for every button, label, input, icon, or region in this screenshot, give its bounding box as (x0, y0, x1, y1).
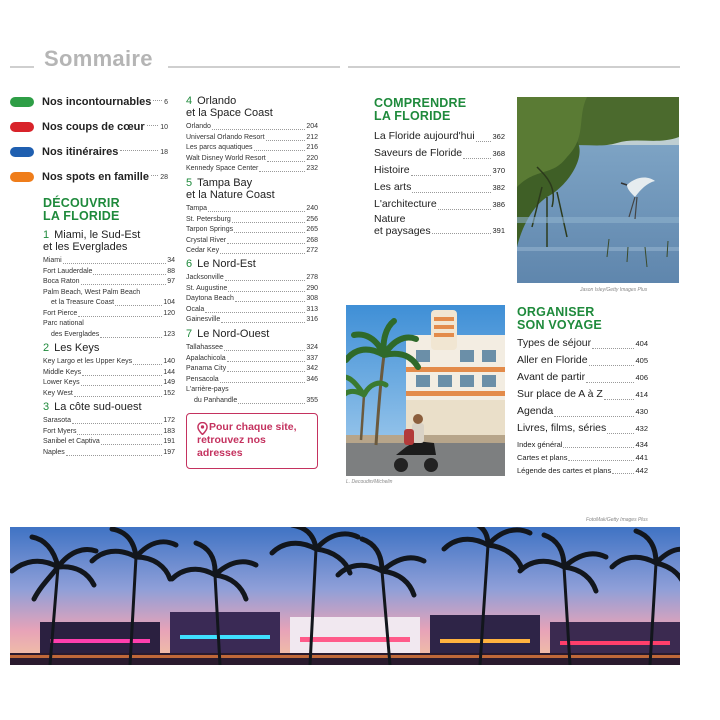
toc-entry[interactable] (374, 162, 505, 179)
quick-link-color-tab (10, 172, 34, 182)
region-heading-line1 (43, 401, 142, 413)
leader-dots (120, 150, 158, 151)
quick-link-color-tab (10, 147, 34, 157)
toc-entry-page: 386 (492, 200, 505, 209)
toc-entry-name: Gainesville (186, 316, 221, 323)
leader-dots (93, 274, 166, 275)
toc-entry-name: Lower Keys (43, 379, 80, 386)
leader-dots (72, 423, 162, 424)
organiser-heading-line2: SON VOYAGE (517, 318, 602, 332)
toc-entry-page: 104 (163, 299, 175, 306)
toc-entry-page: 149 (163, 379, 175, 386)
toc-entry[interactable] (43, 256, 175, 267)
leader-dots (586, 382, 634, 383)
toc-entry-name: L'arrière-pays (186, 386, 229, 393)
leader-dots (563, 447, 634, 448)
toc-entry[interactable] (43, 368, 175, 379)
leader-dots (220, 382, 306, 383)
toc-entry-name: Aller en Floride (517, 354, 588, 366)
toc-entry-page: 368 (492, 149, 505, 158)
region-number: 4 (186, 95, 193, 107)
toc-entry[interactable] (186, 354, 318, 365)
region-heading-line1 (43, 342, 99, 354)
toc-entry[interactable] (517, 369, 648, 386)
toc-entry-page: 342 (306, 365, 318, 372)
toc-entry-page: 406 (635, 373, 648, 382)
quick-link-color-tab (10, 97, 34, 107)
toc-entry-name-cont: des Everglades (51, 330, 100, 338)
comprendre-heading (374, 97, 466, 123)
toc-entry[interactable] (186, 273, 318, 284)
decouvrir-heading-line1: DÉCOUVRIR (43, 196, 120, 210)
toc-entry[interactable] (517, 352, 648, 369)
region-title: Le Nord-Est (197, 258, 256, 270)
toc-entry-page: 434 (635, 440, 648, 449)
region-heading (43, 229, 140, 253)
leader-dots (153, 100, 162, 101)
toc-entry[interactable] (186, 122, 318, 133)
toc-entry-name: Daytona Beach (186, 295, 234, 302)
region-title-line2: et les Everglades (43, 241, 128, 253)
toc-entry-page: 220 (306, 154, 318, 162)
toc-entry-name: L'architecture (374, 198, 437, 210)
header-rule-right (348, 66, 680, 68)
leader-dots (554, 416, 634, 417)
leader-dots (476, 141, 492, 142)
toc-entry-page: 430 (635, 407, 648, 416)
quick-link-page: 6 (164, 98, 168, 106)
toc-entry-page: 232 (306, 165, 318, 172)
toc-entry-page: 172 (163, 417, 175, 424)
leader-dots (151, 175, 158, 176)
region-entries (186, 343, 318, 406)
toc-entry-name: Palm Beach, West Palm Beach (43, 288, 141, 296)
toc-entry-page: 404 (635, 339, 648, 348)
quick-link-label: Nos coups de cœur (42, 121, 145, 133)
toc-entry[interactable] (374, 213, 505, 237)
region-title: Tampa Bay (197, 177, 253, 189)
leader-dots (133, 364, 162, 365)
toc-entry[interactable] (43, 309, 175, 320)
quick-link-label: Nos spots en famille (42, 171, 149, 183)
quick-link-page: 28 (160, 173, 168, 181)
toc-entry-row2 (43, 298, 175, 309)
hotel-photo (346, 305, 505, 476)
leader-dots (115, 305, 162, 306)
toc-entry[interactable] (43, 288, 175, 309)
region-entries (186, 273, 318, 326)
region-heading-line1 (186, 177, 275, 189)
toc-entry-name: St. Augustine (186, 284, 228, 292)
region-heading-line1 (186, 328, 269, 340)
toc-entry[interactable] (186, 305, 318, 316)
leader-dots (238, 403, 305, 404)
region-title-line2: et la Nature Coast (186, 189, 275, 201)
region-title: Le Nord-Ouest (197, 328, 270, 340)
toc-entry-page: 120 (163, 309, 175, 317)
toc-entry[interactable] (43, 319, 175, 340)
leader-dots (267, 161, 306, 162)
region-heading (43, 401, 142, 413)
toc-entry-page: 405 (635, 356, 648, 365)
toc-entry-name: Agenda (517, 405, 554, 417)
toc-entry-name: Key West (43, 389, 73, 397)
leader-dots (74, 396, 162, 397)
comprendre-list (374, 128, 505, 237)
organiser-small-list (517, 438, 648, 477)
toc-entry-name: Histoire (374, 164, 410, 176)
toc-entry[interactable] (374, 196, 505, 213)
toc-entry-page: 144 (163, 368, 175, 376)
toc-entry[interactable] (186, 246, 318, 257)
toc-entry-name: Walt Disney World Resort (186, 154, 266, 162)
quick-link-color-tab (10, 122, 34, 132)
toc-entry-page: 183 (163, 427, 175, 435)
leader-dots (438, 209, 492, 210)
toc-entry[interactable] (186, 284, 318, 295)
toc-entry-page: 268 (306, 236, 318, 244)
toc-entry-name: Sanibel et Captiva (43, 438, 100, 445)
toc-entry-page: 414 (635, 390, 648, 399)
region-title: La côte sud-ouest (54, 401, 142, 413)
leader-dots (232, 222, 306, 223)
region-heading (43, 342, 99, 354)
region-heading (186, 258, 256, 270)
toc-entry[interactable] (186, 215, 318, 226)
toc-entry-page: 88 (167, 267, 175, 275)
toc-entry-name: Cedar Key (186, 247, 220, 254)
toc-entry-page: 212 (306, 133, 318, 141)
leader-dots (568, 460, 634, 461)
toc-entry-name: Ocala (186, 305, 205, 313)
toc-entry-page: 152 (163, 389, 175, 397)
toc-entry-name: Orlando (186, 123, 211, 130)
region-title-line2: et la Space Coast (186, 107, 273, 119)
toc-entry-name: Légende des cartes et plans (517, 466, 612, 475)
panorama-photo (10, 527, 680, 665)
toc-entry-name: Kennedy Space Center (186, 165, 259, 172)
toc-entry[interactable] (186, 343, 318, 354)
toc-entry-page: 140 (163, 358, 175, 365)
toc-entry-page: 316 (306, 316, 318, 323)
toc-entry-page: 355 (306, 396, 318, 404)
quick-link-label: Nos itinéraires (42, 146, 119, 158)
toc-entry-page: 324 (306, 344, 318, 351)
toc-entry-name: Panama City (186, 365, 227, 372)
toc-entry-page: 313 (306, 305, 318, 313)
region-heading (186, 177, 275, 201)
toc-entry-page: 34 (167, 257, 175, 264)
region-entries (186, 204, 318, 257)
heron-photo (517, 97, 679, 283)
leader-dots (411, 175, 492, 176)
leader-dots (412, 192, 491, 193)
leader-dots (101, 444, 162, 445)
toc-entry-name-cont: et paysages (374, 225, 431, 237)
toc-entry[interactable] (43, 416, 175, 427)
toc-entry[interactable] (43, 427, 175, 438)
toc-entry-name: Crystal River (186, 236, 227, 244)
region-heading-line1 (186, 95, 273, 107)
toc-entry[interactable] (186, 315, 318, 326)
decouvrir-heading (43, 197, 120, 223)
toc-entry-name: Les arts (374, 181, 412, 193)
toc-entry[interactable] (517, 335, 648, 352)
region-heading (186, 95, 273, 119)
toc-entry-name: Naples (43, 448, 65, 456)
toc-entry-page: 123 (163, 330, 175, 338)
toc-entry-page: 370 (492, 166, 505, 175)
toc-entry[interactable] (43, 267, 175, 278)
toc-entry-page: 265 (306, 226, 318, 233)
toc-entry[interactable] (43, 357, 175, 368)
region-title: Miami, le Sud-Est (54, 229, 141, 241)
toc-entry-name: Fort Lauderdale (43, 267, 93, 275)
quick-link-item[interactable] (10, 170, 168, 184)
toc-entry[interactable] (186, 385, 318, 406)
region-title: Les Keys (54, 342, 100, 354)
toc-entry-name: Avant de partir (517, 371, 586, 383)
toc-entry[interactable] (43, 378, 175, 389)
info-box-text: Pour chaque site, retrouvez nos adresses (197, 421, 297, 459)
decouvrir-heading-line2: LA FLORIDE (43, 209, 120, 223)
toc-entry-page: 191 (163, 438, 175, 445)
info-box (186, 413, 318, 469)
toc-entry-name: Miami (43, 257, 62, 264)
toc-entry-name: Universal Orlando Resort (186, 133, 265, 141)
toc-entry[interactable] (186, 133, 318, 144)
toc-entry[interactable] (517, 464, 648, 477)
toc-entry[interactable] (186, 164, 318, 175)
leader-dots (81, 284, 167, 285)
region-heading (186, 328, 269, 340)
leader-dots (66, 455, 163, 456)
toc-entry-name: Pensacola (186, 375, 219, 383)
toc-entry[interactable] (186, 294, 318, 305)
toc-entry-name: Cartes et plans (517, 453, 568, 462)
region-number: 3 (43, 401, 50, 413)
toc-entry-name: La Floride aujourd'hui (374, 130, 475, 142)
leader-dots (612, 473, 634, 474)
toc-entry-name: Types de séjour (517, 337, 592, 349)
toc-entry-page: 432 (635, 424, 648, 433)
leader-dots (259, 171, 305, 172)
region-entries (43, 256, 175, 340)
toc-entry[interactable] (517, 438, 648, 451)
quick-link-item[interactable] (10, 95, 168, 109)
leader-dots (432, 233, 492, 234)
toc-entry[interactable] (374, 128, 505, 145)
toc-entry-name: Middle Keys (43, 368, 82, 376)
leader-dots (63, 263, 167, 264)
toc-entry-name: Tampa (186, 205, 208, 212)
leader-dots (227, 361, 306, 362)
region-heading-line1 (186, 258, 256, 270)
organiser-heading-line1: ORGANISER (517, 305, 595, 319)
leader-dots (208, 211, 305, 212)
toc-entry[interactable] (374, 145, 505, 162)
leader-dots (224, 350, 305, 351)
toc-entry-name: Index général (517, 440, 563, 449)
toc-entry-name: Key Largo et les Upper Keys (43, 358, 133, 365)
toc-entry[interactable] (186, 225, 318, 236)
leader-dots (235, 301, 305, 302)
leader-dots (604, 399, 635, 400)
leader-dots (81, 385, 163, 386)
toc-entry-page: 441 (635, 453, 648, 462)
region-title: Orlando (197, 95, 237, 107)
toc-entry-name: Saveurs de Floride (374, 147, 463, 159)
leader-dots (225, 280, 306, 281)
toc-entry-page: 204 (306, 123, 318, 130)
leader-dots (227, 243, 305, 244)
leader-dots (228, 291, 305, 292)
comprendre-heading-line2: LA FLORIDE (374, 109, 451, 123)
organiser-list (517, 335, 648, 437)
organiser-heading (517, 306, 602, 332)
toc-entry-name-cont: et la Treasure Coast (51, 299, 115, 306)
toc-entry-page: 256 (306, 215, 318, 223)
toc-entry-page: 240 (306, 205, 318, 212)
toc-entry-name: Nature (374, 213, 406, 225)
region-number: 6 (186, 258, 193, 270)
toc-entry-page: 197 (163, 448, 175, 456)
header-rule-left (10, 66, 34, 68)
toc-entry-page: 337 (306, 354, 318, 362)
leader-dots (220, 253, 305, 254)
toc-entry-page: 442 (635, 466, 648, 475)
leader-dots (212, 129, 305, 130)
toc-entry[interactable] (517, 386, 648, 403)
toc-entry-name: Apalachicola (186, 354, 226, 362)
toc-entry-name: Sarasota (43, 417, 72, 424)
leader-dots (254, 150, 306, 151)
toc-entry-name: St. Petersburg (186, 215, 231, 223)
leader-dots (147, 125, 159, 126)
region-heading-line1 (43, 229, 140, 241)
region-entries (43, 416, 175, 458)
toc-entry[interactable] (43, 448, 175, 459)
region-number: 1 (43, 229, 50, 241)
quick-link-page: 10 (160, 123, 168, 131)
toc-entry-page: 382 (492, 183, 505, 192)
toc-entry-page: 391 (492, 226, 505, 235)
leader-dots (589, 365, 635, 366)
comprendre-heading-line1: COMPRENDRE (374, 96, 467, 110)
leader-dots (205, 312, 305, 313)
leader-dots (221, 322, 305, 323)
toc-entry[interactable] (43, 389, 175, 400)
region-entries (43, 357, 175, 399)
leader-dots (100, 337, 162, 338)
toc-entry-name: Les parcs aquatiques (186, 144, 253, 151)
toc-entry[interactable] (517, 451, 648, 464)
hotel-photo-credit: L. Decoudin/Michelin (346, 479, 393, 485)
region-number: 7 (186, 328, 193, 340)
toc-entry-name: Livres, films, séries (517, 422, 607, 434)
toc-entry-name: Sur place de A à Z (517, 388, 603, 400)
leader-dots (77, 434, 162, 435)
toc-entry-name: Tarpon Springs (186, 226, 234, 233)
toc-entry-name: Boca Raton (43, 278, 80, 285)
region-number: 2 (43, 342, 50, 354)
page-title: Sommaire (44, 46, 153, 71)
toc-entry[interactable] (186, 143, 318, 154)
toc-entry[interactable] (186, 236, 318, 247)
toc-entry-page: 362 (492, 132, 505, 141)
toc-entry-page: 308 (306, 295, 318, 302)
quick-link-page: 18 (160, 148, 168, 156)
toc-entry-row2 (186, 396, 318, 407)
toc-entry-name: Jacksonville (186, 274, 224, 281)
toc-entry[interactable] (186, 154, 318, 165)
toc-entry[interactable] (374, 179, 505, 196)
toc-entry[interactable] (186, 204, 318, 215)
toc-entry-name: Tallahassee (186, 344, 223, 351)
toc-entry[interactable] (186, 364, 318, 375)
toc-entry[interactable] (43, 437, 175, 448)
leader-dots (227, 371, 305, 372)
toc-entry-page: 346 (306, 375, 318, 383)
toc-entry-page: 216 (306, 144, 318, 151)
quick-link-item[interactable] (10, 120, 168, 134)
toc-entry-name: Fort Myers (43, 427, 77, 435)
leader-dots (592, 348, 634, 349)
panorama-photo-credit: FotoMak/Getty Images Plus (586, 517, 648, 523)
toc-entry-page: 97 (167, 278, 175, 285)
toc-entry-page: 290 (306, 284, 318, 292)
region-entries (186, 122, 318, 175)
leader-dots (78, 316, 162, 317)
toc-entry-page: 278 (306, 274, 318, 281)
region-number: 5 (186, 177, 193, 189)
toc-entry-page: 272 (306, 247, 318, 254)
toc-entry-name-cont: du Panhandle (194, 396, 238, 404)
heron-photo-credit: Jason Isley/Getty Images Plus (580, 287, 648, 293)
leader-dots (607, 433, 634, 434)
toc-entry[interactable] (517, 420, 648, 437)
toc-entry-name: Parc national (43, 320, 84, 327)
toc-entry[interactable] (186, 375, 318, 386)
header-rule-mid (168, 66, 340, 68)
quick-link-label: Nos incontournables (42, 96, 152, 108)
location-pin-icon (197, 422, 208, 435)
leader-dots (266, 140, 306, 141)
toc-entry-name: Fort Pierce (43, 309, 78, 317)
toc-entry[interactable] (43, 277, 175, 288)
leader-dots (463, 158, 491, 159)
leader-dots (234, 232, 305, 233)
toc-entry[interactable] (517, 403, 648, 420)
toc-entry-row2 (374, 225, 505, 237)
quick-link-item[interactable] (10, 145, 168, 159)
leader-dots (82, 375, 162, 376)
toc-entry-row2 (43, 330, 175, 341)
